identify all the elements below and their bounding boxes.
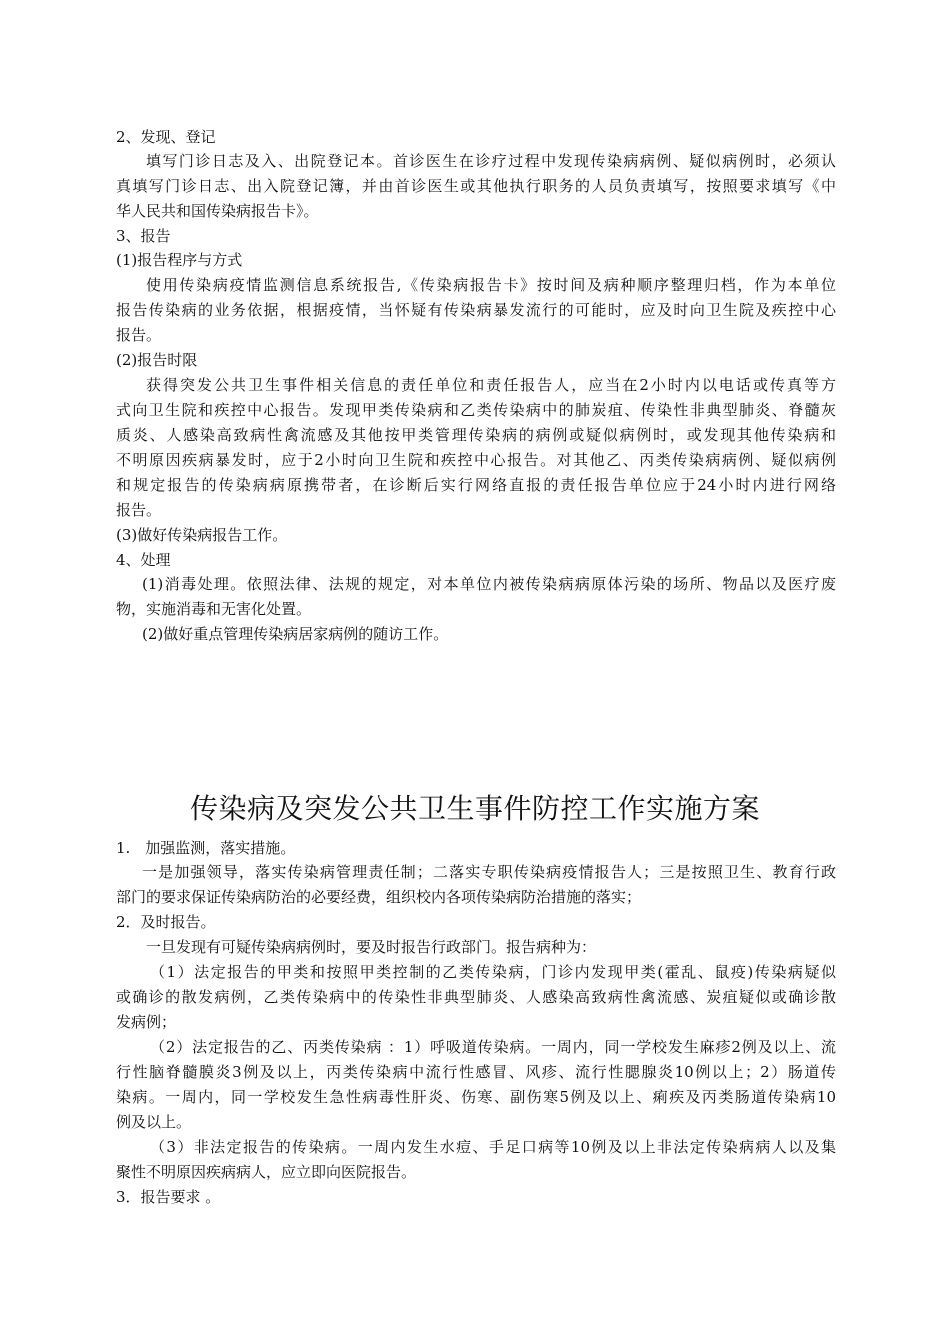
- heading-monitoring: 1. 加强监测，落实措施。: [116, 839, 296, 857]
- paragraph-line: 填写门诊日志及入、出院登记本。首诊医生在诊疗过程中发现传染病病例、疑似病例时，必须认: [146, 152, 836, 170]
- document-title: 传染病及突发公共卫生事件防控工作实施方案: [189, 792, 760, 825]
- paragraph-line: 或确诊的散发病例，乙类传染病中的传染性非典型肺炎、人感染高致病性禽流感、炭疽疑似或确诊散: [116, 988, 836, 1006]
- paragraph-line: 部门的要求保证传染病防治的必要经费，组织校内各项传染病防治措施的落实；: [116, 888, 642, 906]
- paragraph-line: 质炎、人感染高致病性禽流感及其他按甲类管理传染病的病例或疑似病例时，或发现其他传染病和: [116, 426, 836, 444]
- paragraph-line: 聚性不明原因疾病病人，应立即向医院报告。: [116, 1163, 417, 1181]
- paragraph-line: 染病。一周内，同一学校发生急性病毒性肝炎、伤寒、副伤寒5例及以上、痢疾及丙类肠道传染病10: [116, 1088, 836, 1106]
- paragraph-line: （2）法定报告的乙、丙类传染病 ：1）呼吸道传染病。一周内，同一学校发生麻疹2例及以上、流: [150, 1038, 836, 1056]
- paragraph-line: （1）法定报告的甲类和按照甲类控制的乙类传染病，门诊内发现甲类(霍乱、鼠疫)传染病疑似: [150, 963, 836, 981]
- paragraph-line: 行性脑脊髓膜炎3例及以上，丙类传染病中流行性感冒、风疹、流行性腮腺炎10例以上；2）肠道传: [116, 1063, 836, 1081]
- paragraph-line: 获得突发公共卫生事件相关信息的责任单位和责任报告人，应当在2小时内以电话或传真等方: [146, 376, 836, 394]
- heading-handling: 4、处理: [116, 551, 171, 569]
- heading-report: 3、报告: [116, 227, 171, 245]
- paragraph-line: 和规定报告的传染病病原携带者，在诊断后实行网络直报的责任报告单位应于24小时内进行网络: [116, 476, 836, 494]
- heading-report-requirements: 3．报告要求 。: [116, 1188, 221, 1206]
- paragraph-line: 式向卫生院和疾控中心报告。发现甲类传染病和乙类传染病中的肺炭疽、传染性非典型肺炎、脊髓灰: [116, 401, 836, 419]
- subheading-report-work: (3)做好传染病报告工作。: [116, 526, 288, 544]
- paragraph-line: 一是加强领导，落实传染病管理责任制；二落实专职传染病疫情报告人；三是按照卫生、教育行政: [142, 863, 836, 881]
- paragraph-line: （3）非法定报告的传染病。一周内发生水痘、手足口病等10例及以上非法定传染病病人以及集: [150, 1138, 836, 1156]
- paragraph-line: 真填写门诊日志、出入院登记簿，并由首诊医生或其他执行职务的人员负责填写，按照要求填写《中: [116, 177, 836, 195]
- subheading-report-time-limit: (2)报告时限: [116, 351, 198, 369]
- paragraph-line: (1)消毒处理。依照法律、法规的规定，对本单位内被传染病病原体污染的场所、物品以及医疗废: [142, 575, 836, 593]
- paragraph-line: 不明原因疾病暴发时，应于2小时向卫生院和疾控中心报告。对其他乙、丙类传染病病例、疑似病例: [116, 451, 836, 469]
- paragraph-line: 例及以上。: [116, 1113, 192, 1131]
- paragraph-line: 华人民共和国传染病报告卡》。: [116, 202, 319, 220]
- paragraph-line: 物，实施消毒和无害化处置。: [116, 600, 312, 618]
- paragraph-line: 报告。: [116, 326, 162, 344]
- paragraph-line: 报告。: [116, 501, 162, 519]
- paragraph-line: 发病例；: [116, 1013, 177, 1031]
- paragraph-line: 一旦发现有可疑传染病病例时，要及时报告行政部门。报告病种为：: [146, 938, 597, 956]
- paragraph-line: 报告传染病的业务依据，根据疫情，当怀疑有传染病暴发流行的可能时，应及时向卫生院及疾控中心: [116, 301, 836, 319]
- subheading-report-procedure: (1)报告程序与方式: [116, 251, 243, 269]
- paragraph-line: 使用传染病疫情监测信息系统报告,《传染病报告卡》按时间及病种顺序整理归档，作为本单位: [146, 276, 836, 294]
- paragraph-line: (2)做好重点管理传染病居家病例的随访工作。: [142, 625, 449, 643]
- heading-timely-report: 2．及时报告。: [116, 913, 216, 931]
- heading-discovery-registration: 2、发现、登记: [116, 128, 216, 146]
